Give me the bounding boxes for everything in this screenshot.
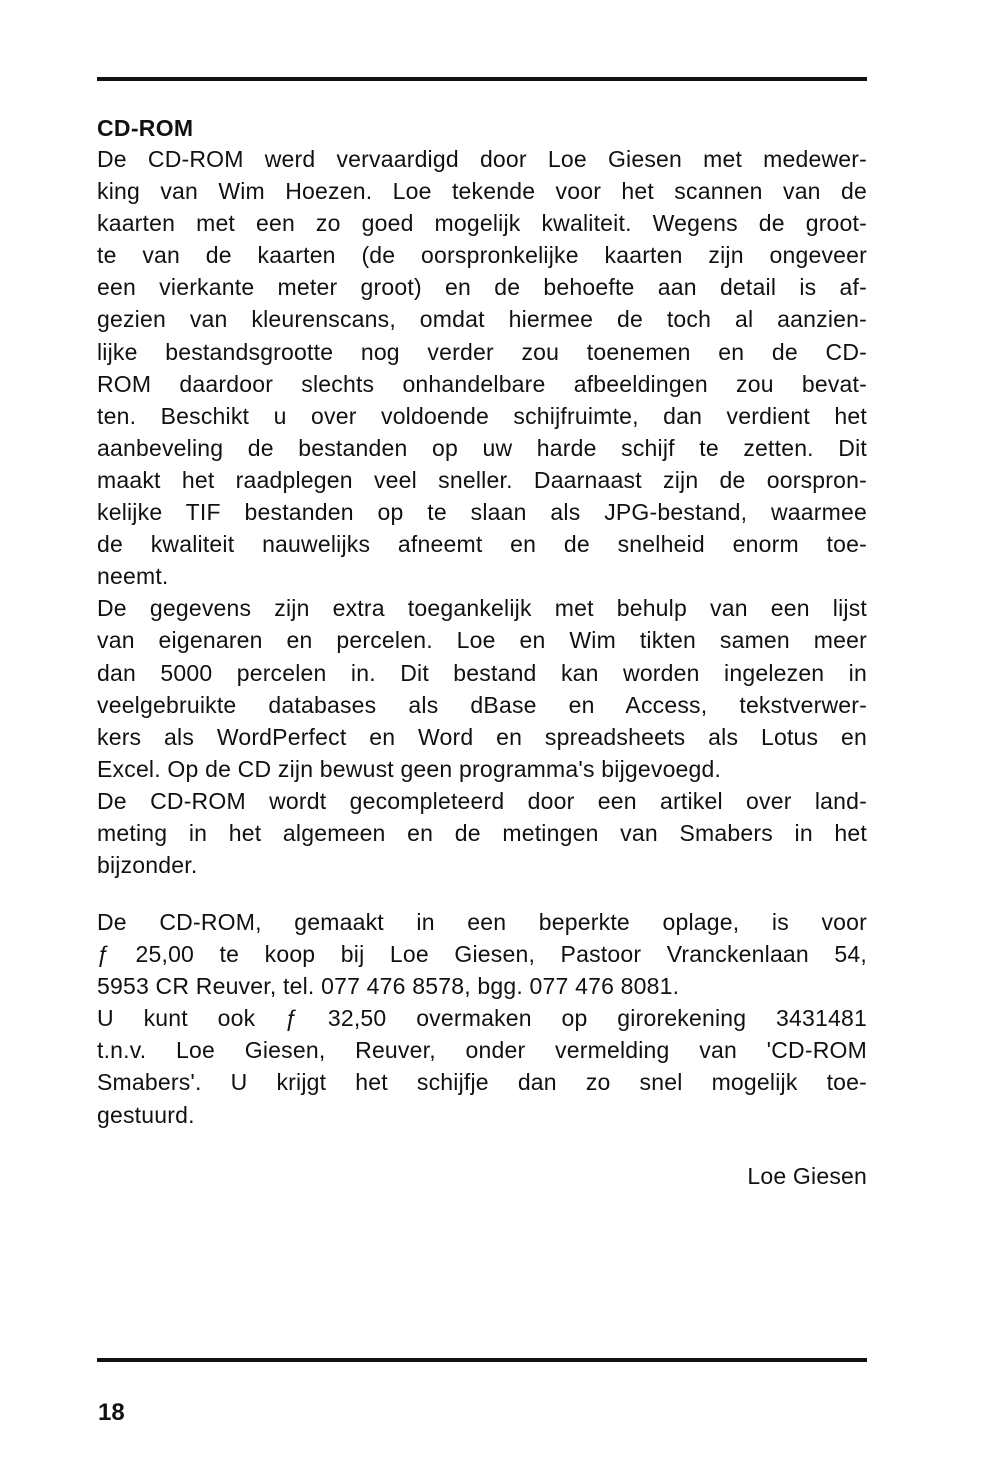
text-line: meting in het algemeen en de metingen van Smabers in het bbox=[97, 819, 867, 846]
text-line: ten. Beschikt u over voldoende schijfruimte, dan verdient het bbox=[97, 402, 867, 429]
text-line: dan 5000 percelen in. Dit bestand kan worden ingelezen in bbox=[97, 659, 867, 686]
author-signature: Loe Giesen bbox=[747, 1163, 867, 1189]
text-line: gestuurd. bbox=[97, 1101, 195, 1128]
text-line: Excel. Op de CD zijn bewust geen programma's bijgevoegd. bbox=[97, 755, 722, 782]
text-line: maakt het raadplegen veel sneller. Daarnaast zijn de oorspron- bbox=[97, 466, 867, 493]
text-line: veelgebruikte databases als dBase en Access, tekstverwer- bbox=[97, 691, 867, 718]
top-rule bbox=[97, 77, 867, 81]
text-line: U kunt ook ƒ 32,50 overmaken op girorekening 3431481 bbox=[97, 1005, 867, 1032]
bottom-rule bbox=[97, 1358, 867, 1362]
text-line: ƒ 25,00 te koop bij Loe Giesen, Pastoor Vranckenlaan 54, bbox=[97, 941, 867, 968]
text-line: te van de kaarten (de oorspronkelijke kaarten zijn ongeveer bbox=[97, 242, 867, 269]
text-line: aanbeveling de bestanden op uw harde schijf te zetten. Dit bbox=[97, 434, 867, 461]
text-line: kaarten met een zo goed mogelijk kwaliteit. Wegens de groot- bbox=[97, 210, 867, 237]
text-line: De gegevens zijn extra toegankelijk met behulp van een lijst bbox=[97, 595, 867, 622]
text-line: De CD-ROM wordt gecompleteerd door een artikel over land- bbox=[97, 787, 867, 814]
text-line: De CD-ROM werd vervaardigd door Loe Giesen met medewer- bbox=[97, 146, 867, 172]
text-line: bijzonder. bbox=[97, 852, 198, 879]
page-number: 18 bbox=[98, 1399, 125, 1426]
text-line: king van Wim Hoezen. Loe tekende voor het scannen van de bbox=[97, 178, 867, 205]
text-line: kers als WordPerfect en Word en spreadsheets als Lotus en bbox=[97, 723, 867, 750]
text-line: neemt. bbox=[97, 563, 169, 590]
text-line: De CD-ROM, gemaakt in een beperkte oplage, is voor bbox=[97, 909, 867, 935]
text-line: lijke bestandsgrootte nog verder zou toenemen en de CD- bbox=[97, 338, 867, 365]
text-line: ROM daardoor slechts onhandelbare afbeeldingen zou bevat- bbox=[97, 370, 867, 397]
text-line: 5953 CR Reuver, tel. 077 476 8578, bgg. 077 476 8081. bbox=[97, 973, 680, 1000]
text-line: de kwaliteit nauwelijks afneemt en de snelheid enorm toe- bbox=[97, 531, 867, 558]
text-line: gezien van kleurenscans, omdat hiermee de toch al aanzien- bbox=[97, 306, 867, 333]
section-heading: CD-ROM bbox=[97, 115, 194, 141]
text-line: een vierkante meter groot) en de behoefte aan detail is af- bbox=[97, 274, 867, 301]
text-line: Smabers'. U krijgt het schijfje dan zo snel mogelijk toe- bbox=[97, 1069, 867, 1096]
text-line: t.n.v. Loe Giesen, Reuver, onder vermelding van 'CD-ROM bbox=[97, 1037, 867, 1064]
text-line: van eigenaren en percelen. Loe en Wim tikten samen meer bbox=[97, 627, 867, 654]
text-line: kelijke TIF bestanden op te slaan als JPG-bestand, waarmee bbox=[97, 499, 867, 526]
body-text-section-1 bbox=[97, 143, 867, 881]
body-text-section-2 bbox=[97, 906, 867, 1131]
